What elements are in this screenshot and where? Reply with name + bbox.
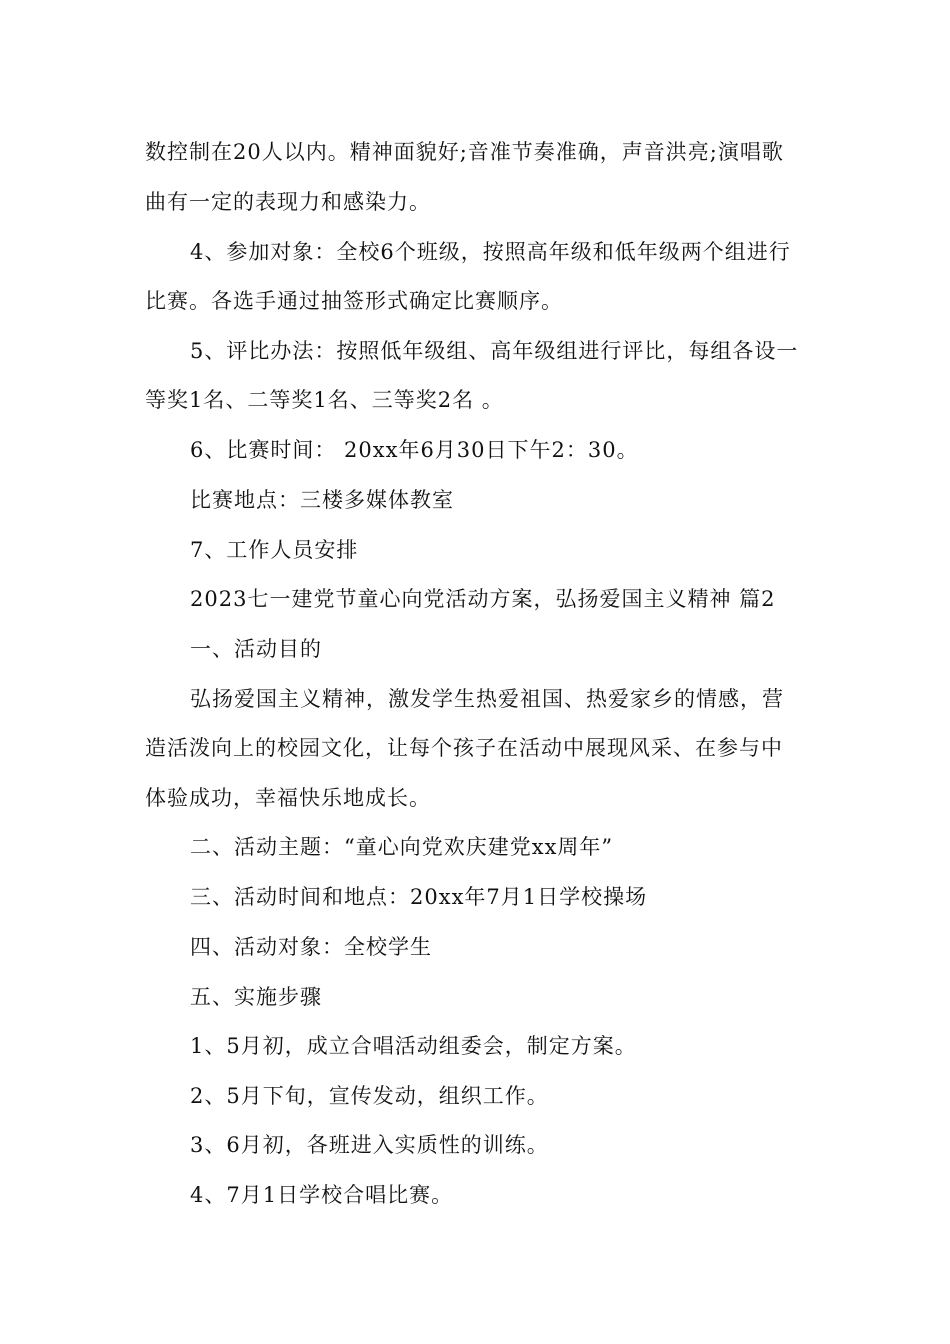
- text-line: 4、参加对象：全校6个班级，按照高年级和低年级两个组进行: [190, 240, 791, 264]
- text-line: 一、活动目的: [190, 637, 322, 661]
- text-line: 7、工作人员安排: [190, 538, 359, 562]
- text-line: 等奖1名、二等奖1名、三等奖2名 。: [145, 388, 504, 412]
- text-line: 5、评比办法：按照低年级组、高年级组进行评比，每组各设一: [190, 339, 799, 363]
- text-line: 比赛。各选手通过抽签形式确定比赛顺序。: [145, 289, 563, 313]
- text-line: 数控制在20人以内。精神面貌好;音准节奏准确，声音洪亮;演唱歌: [145, 140, 784, 164]
- text-line: 三、活动时间和地点：20xx年7月1日学校操场: [190, 885, 648, 909]
- text-line: 二、活动主题：“童心向党欢庆建党xx周年”: [190, 835, 614, 859]
- text-line: 四、活动对象：全校学生: [190, 935, 432, 959]
- text-line: 造活泼向上的校园文化，让每个孩子在活动中展现风采、在参与中: [145, 736, 783, 760]
- text-line: 3、6月初，各班进入实质性的训练。: [190, 1133, 549, 1157]
- text-line: 6、比赛时间： 20xx年6月30日下午2：30。: [190, 438, 639, 462]
- section-heading: 2023七一建党节童心向党活动方案，弘扬爱国主义精神 篇2: [190, 587, 776, 611]
- text-line: 体验成功，幸福快乐地成长。: [145, 786, 431, 810]
- text-line: 弘扬爱国主义精神，激发学生热爱祖国、热爱家乡的情感，营: [190, 687, 784, 711]
- text-line: 1、5月初，成立合唱活动组委会，制定方案。: [190, 1034, 637, 1058]
- text-line: 五、实施步骤: [190, 985, 322, 1009]
- text-line: 曲有一定的表现力和感染力。: [145, 190, 431, 214]
- text-line: 比赛地点：三楼多媒体教室: [190, 488, 454, 512]
- text-line: 4、7月1日学校合唱比赛。: [190, 1183, 454, 1207]
- text-line: 2、5月下旬，宣传发动，组织工作。: [190, 1084, 549, 1108]
